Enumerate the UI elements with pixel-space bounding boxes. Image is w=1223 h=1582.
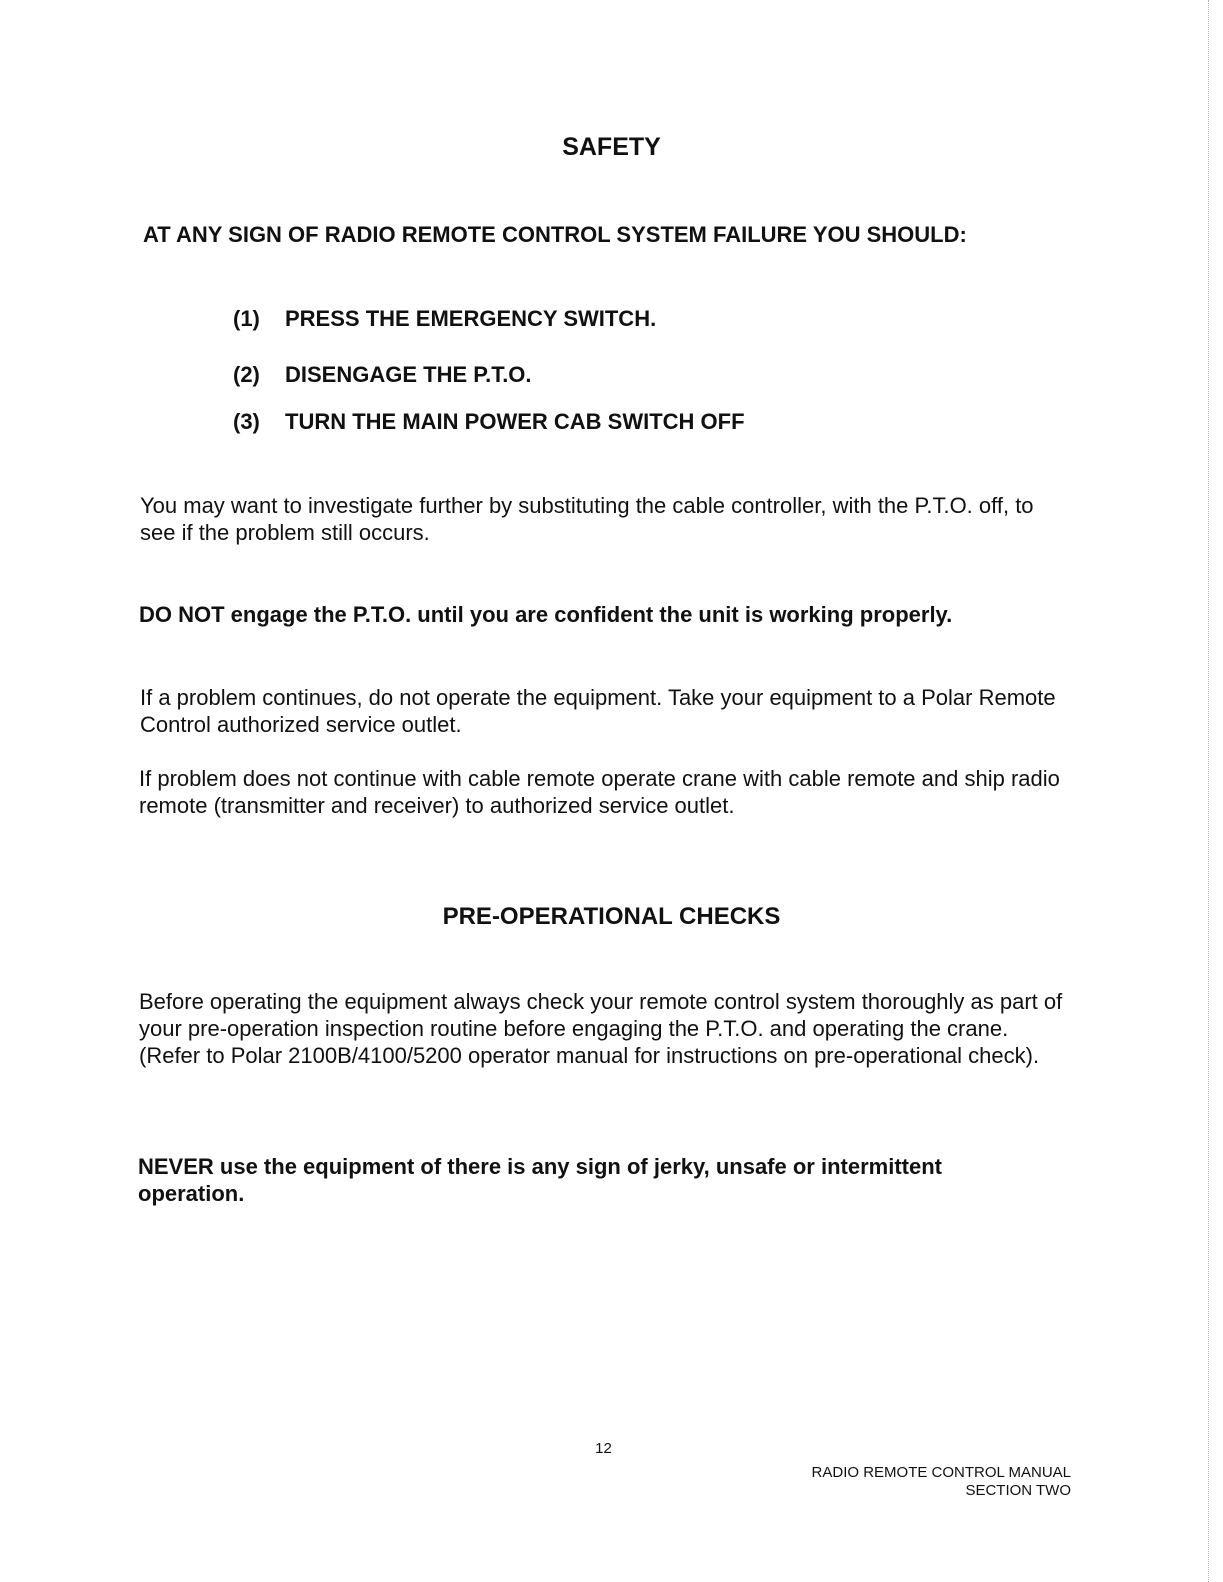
step-number: (2) — [233, 362, 260, 387]
step-text: TURN THE MAIN POWER CAB SWITCH OFF — [285, 409, 745, 434]
step-1 — [233, 306, 656, 332]
problem-continues-paragraph: If a problem continues, do not operate the equipment. Take your equipment to a Polar Remote Control authorized service outlet. — [140, 685, 1056, 737]
step-3 — [233, 409, 745, 435]
page-number: 12 — [595, 1440, 612, 1457]
never-warning-paragraph: NEVER use the equipment of there is any sign of jerky, unsafe or intermittent operation. — [138, 1154, 942, 1206]
pre-operational-paragraph: Before operating the equipment always check your remote control system thoroughly as part of your pre-operation inspection routine before engaging the P.T.O. and operating the crane. (Refer to Polar 2100B/4100/5200 operator manual for instructions on pre-operational check). — [139, 989, 1063, 1068]
scan-edge-line — [1208, 0, 1209, 1582]
step-2 — [233, 362, 532, 388]
step-number: (1) — [233, 306, 260, 331]
safety-title: SAFETY — [562, 133, 661, 161]
footer-manual-title: RADIO REMOTE CONTROL MANUAL — [811, 1464, 1071, 1481]
problem-not-continue-paragraph: If problem does not continue with cable remote operate crane with cable remote and ship radio remote (transmitter and receiver) to authorized service outlet. — [139, 766, 1060, 818]
footer-section: SECTION TWO — [965, 1482, 1071, 1499]
pre-operational-title: PRE-OPERATIONAL CHECKS — [442, 903, 781, 930]
investigate-paragraph: You may want to investigate further by substituting the cable controller, with the P.T.O. off, to see if the problem still occurs. — [140, 493, 1034, 545]
step-number: (3) — [233, 409, 260, 434]
warning-paragraph: DO NOT engage the P.T.O. until you are confident the unit is working properly. — [139, 602, 953, 627]
step-text: PRESS THE EMERGENCY SWITCH. — [285, 306, 657, 331]
failure-heading: AT ANY SIGN OF RADIO REMOTE CONTROL SYSTEM FAILURE YOU SHOULD: — [143, 222, 967, 247]
step-text: DISENGAGE THE P.T.O. — [285, 362, 532, 387]
